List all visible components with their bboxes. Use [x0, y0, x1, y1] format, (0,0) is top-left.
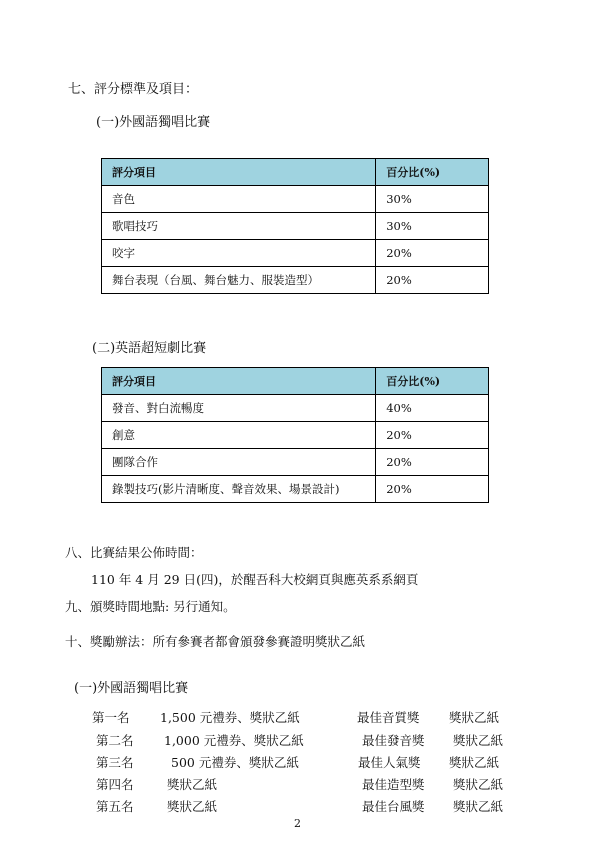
table-solo-singing: [101, 158, 489, 294]
prize-reward: 1,000 元禮券、獎狀乙紙: [164, 733, 304, 748]
prize-special: 最佳發音獎: [362, 733, 425, 748]
section8-heading: 八、比賽結果公佈時間：: [65, 545, 203, 560]
table-row: [102, 476, 489, 503]
table-row: [102, 186, 489, 213]
prize-rank: 第二名: [96, 733, 134, 748]
prize-special: 最佳造型獎: [362, 777, 425, 792]
prize-rank: 第四名: [96, 777, 134, 792]
table-cell-percent: 20%: [376, 240, 489, 267]
prize-rank: 第五名: [96, 799, 134, 814]
table-row: [102, 240, 489, 267]
prize-special-reward: 獎狀乙紙: [449, 710, 500, 725]
section7-sub2: (二)英語超短劇比賽: [92, 341, 207, 356]
prize-reward: 500 元禮券、獎狀乙紙: [171, 755, 299, 770]
table-cell-item: 團隊合作: [102, 449, 376, 476]
page-number: 2: [294, 817, 301, 830]
table-short-drama: [101, 367, 489, 503]
section10-heading: 十、獎勵辦法：所有參賽者都會頒發參賽證明獎狀乙紙: [65, 634, 366, 649]
section9-text: 九、頒獎時間地點: 另行通知。: [65, 599, 236, 614]
table-cell-item: 創意: [102, 422, 376, 449]
table-cell-item: 咬字: [102, 240, 376, 267]
table-cell-item: 舞台表現（台風、舞台魅力、服裝造型）: [102, 267, 376, 294]
table-cell-item: 發音、對白流暢度: [102, 395, 376, 422]
table-cell-item: 錄製技巧(影片清晰度、聲音效果、場景設計): [102, 476, 376, 503]
section7-sub1: (一)外國語獨唱比賽: [96, 115, 211, 130]
table-row: [102, 267, 489, 294]
section8-detail: 110 年 4 月 29 日(四)，於醒吾科大校網頁與應英系系網頁: [91, 572, 419, 587]
table-cell-item: 歌唱技巧: [102, 213, 376, 240]
table-header-item: 評分項目: [102, 368, 376, 395]
table-cell-percent: 30%: [376, 186, 489, 213]
prize-special-reward: 獎狀乙紙: [453, 777, 504, 792]
section10-sub: (一)外國語獨唱比賽: [74, 681, 189, 696]
table-header-row: [102, 368, 489, 395]
prize-special-reward: 獎狀乙紙: [453, 733, 504, 748]
table-cell-percent: 20%: [376, 422, 489, 449]
table-row: [102, 213, 489, 240]
prize-special: 最佳人氣獎: [358, 755, 421, 770]
prize-reward: 獎狀乙紙: [167, 799, 218, 814]
table-header-item: 評分項目: [102, 159, 376, 186]
table-row: [102, 395, 489, 422]
prize-special: 最佳台風獎: [362, 799, 425, 814]
section7-heading: 七、評分標準及項目：: [68, 82, 199, 97]
table-cell-percent: 20%: [376, 449, 489, 476]
table-cell-percent: 20%: [376, 267, 489, 294]
prize-reward: 獎狀乙紙: [167, 777, 218, 792]
table-cell-percent: 40%: [376, 395, 489, 422]
table-cell-percent: 30%: [376, 213, 489, 240]
table-cell-percent: 20%: [376, 476, 489, 503]
table-row: [102, 422, 489, 449]
prize-rank: 第三名: [96, 755, 134, 770]
prize-special: 最佳音質獎: [357, 710, 420, 725]
table-header-percent: 百分比(%): [376, 368, 489, 395]
table-header-percent: 百分比(%): [376, 159, 489, 186]
table-header-row: [102, 159, 489, 186]
table-row: [102, 449, 489, 476]
prize-special-reward: 獎狀乙紙: [453, 799, 504, 814]
prize-rank: 第一名: [92, 710, 130, 725]
prize-special-reward: 獎狀乙紙: [449, 755, 500, 770]
table-cell-item: 音色: [102, 186, 376, 213]
prize-reward: 1,500 元禮券、獎狀乙紙: [160, 710, 300, 725]
